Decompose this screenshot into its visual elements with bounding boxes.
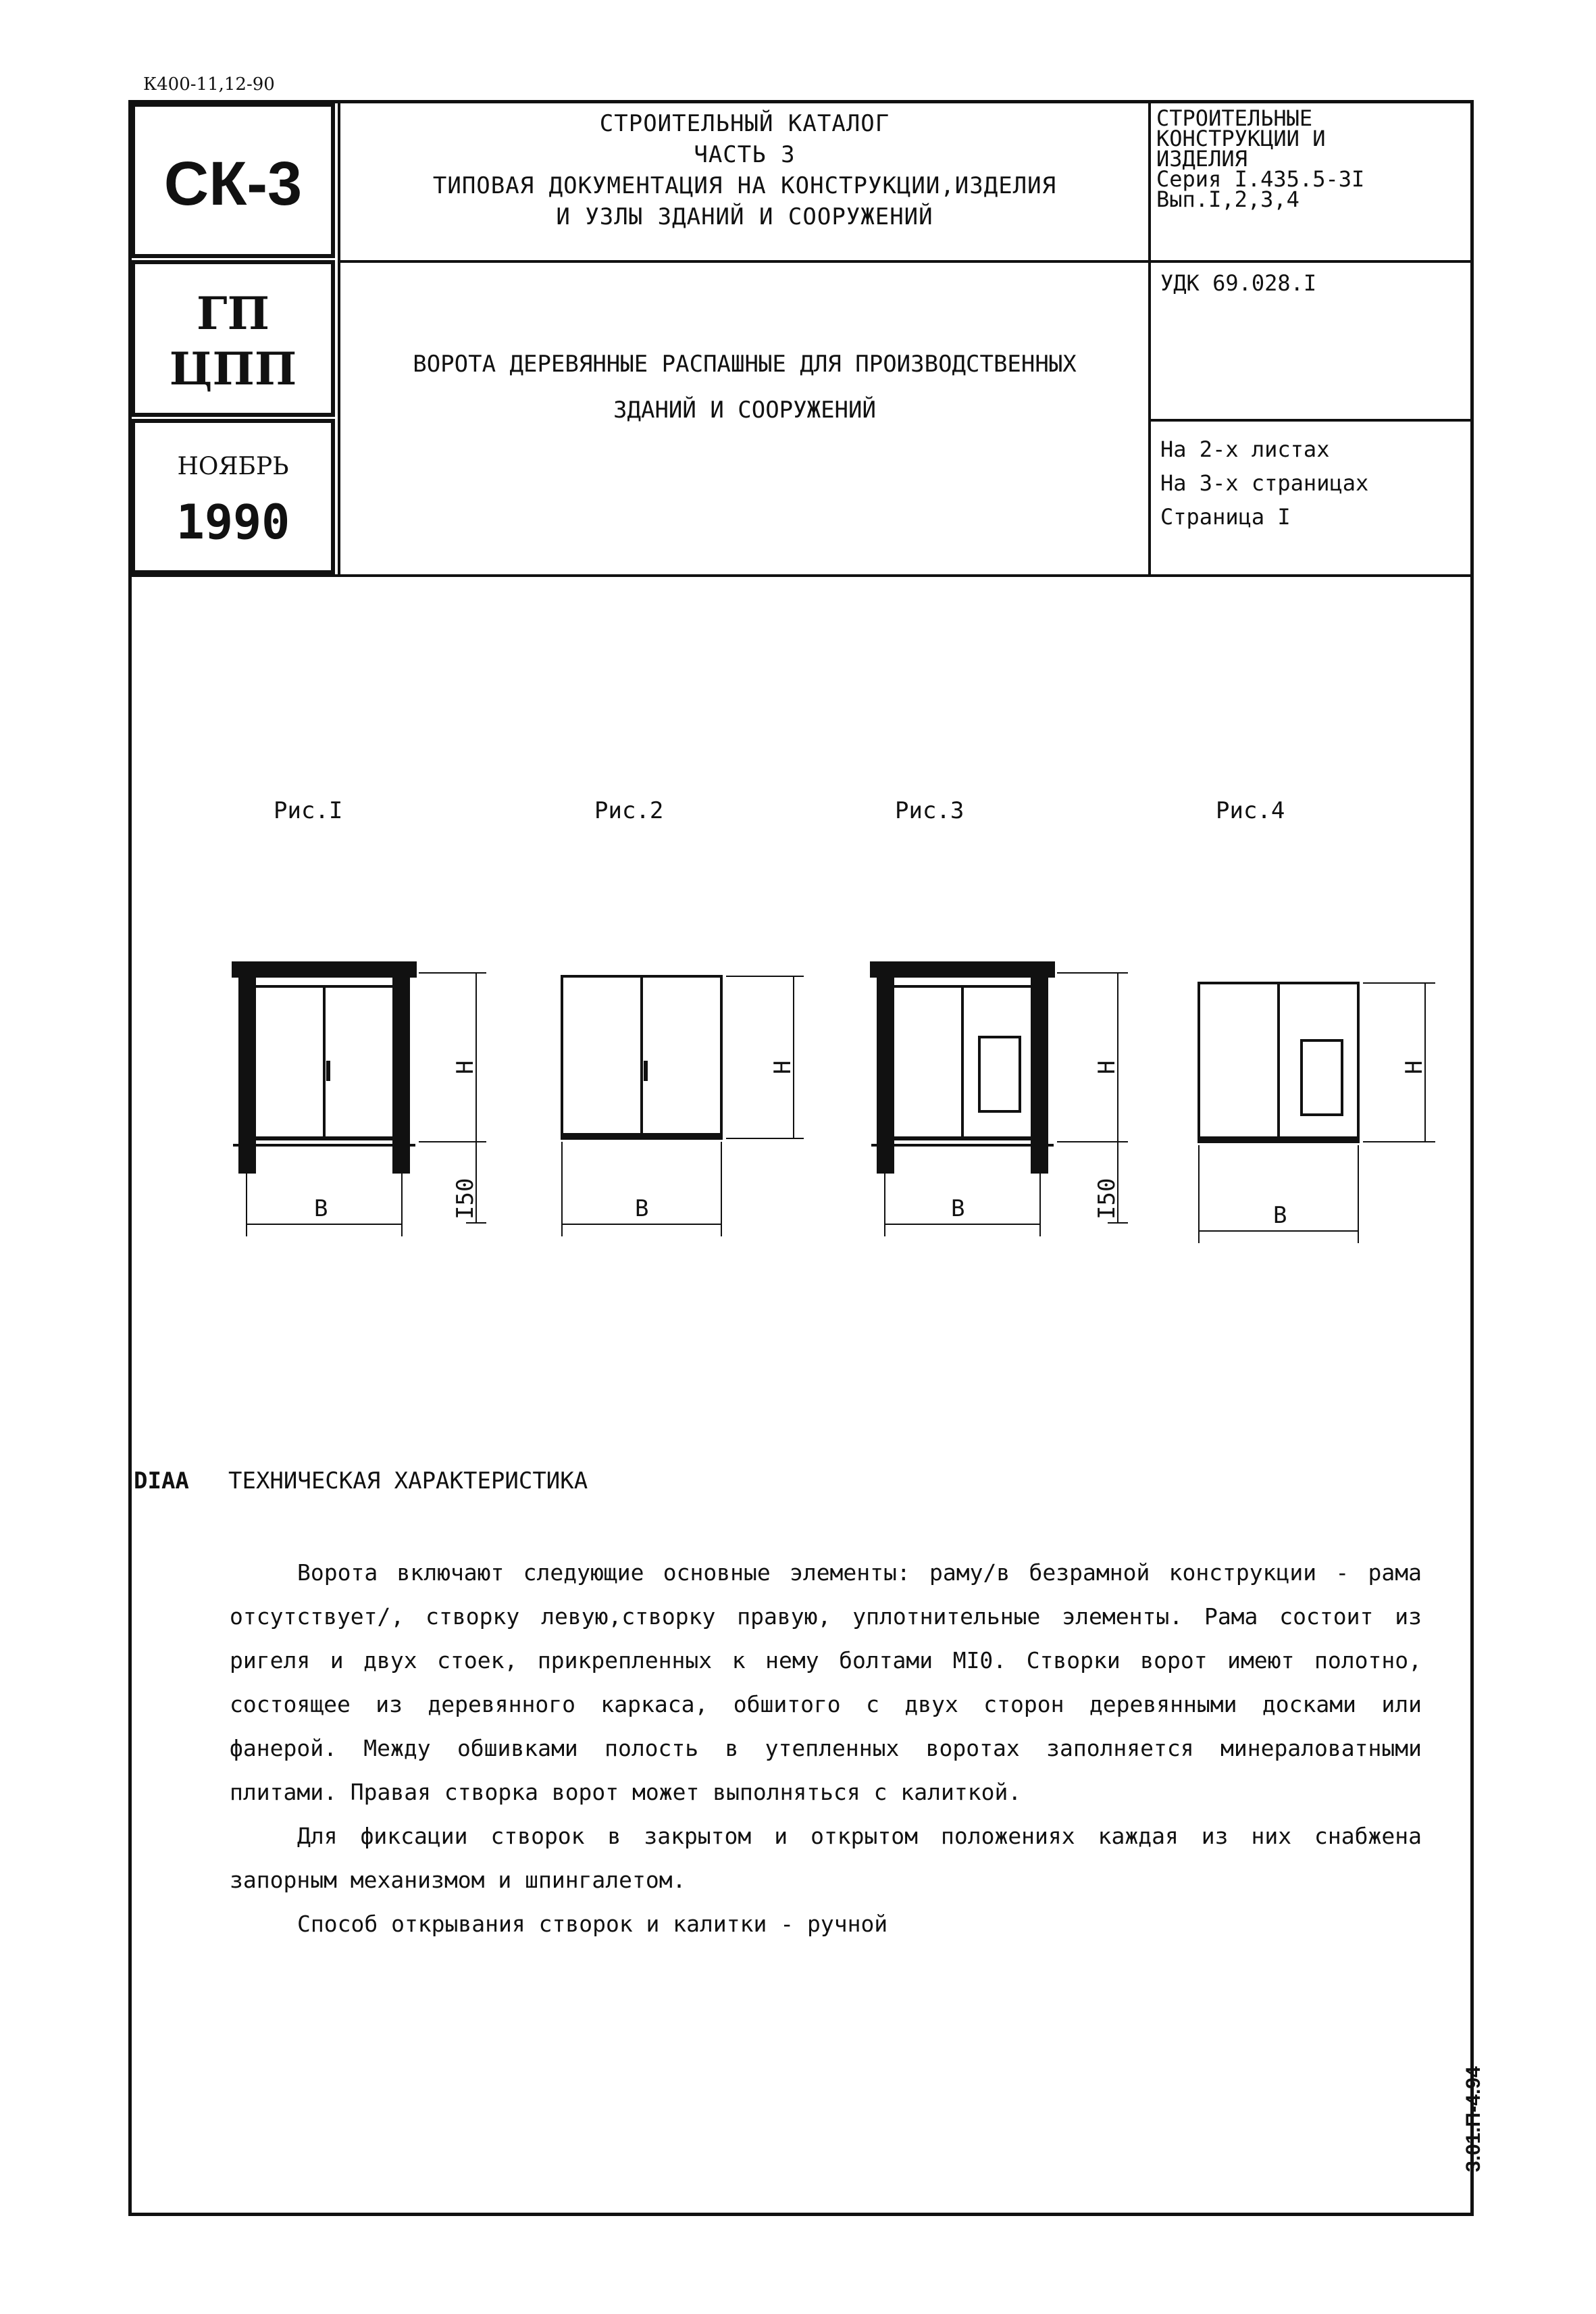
sheet-info-line-2: На 3-х страницах [1160, 470, 1369, 496]
org-line-1: ГП [197, 287, 269, 340]
catalog-header-line-1: СТРОИТЕЛЬНЫЙ КАТАЛОГ [599, 110, 890, 137]
catalog-code: СК-3 [163, 149, 303, 218]
fig3-height-label: H [1093, 1060, 1121, 1074]
figure-2-gate [562, 976, 804, 1236]
month: НОЯБРЬ [177, 453, 289, 480]
fig4-width-label: B [1273, 1202, 1287, 1229]
figure-label-2: Рис.2 [594, 797, 664, 824]
catalog-header-line-4: И УЗЛЫ ЗДАНИЙ И СООРУЖЕНИЙ [556, 203, 933, 230]
title-line-2: ЗДАНИЙ И СООРУЖЕНИЙ [613, 397, 876, 424]
fig1-150-label: I50 [452, 1178, 479, 1219]
figure-3-gate [871, 963, 1128, 1236]
series-line-1: СТРОИТЕЛЬНЫЕ [1156, 105, 1313, 131]
doc-code: К400-11,12-90 [143, 74, 275, 95]
paragraph-3: Способ открывания створок и калитки - ручной [297, 1911, 888, 1937]
series-line-3: ИЗДЕЛИЯ [1156, 146, 1247, 172]
fig2-height-label: H [769, 1060, 796, 1074]
figure-4-gate [1199, 983, 1435, 1243]
fig2-width-label: B [635, 1195, 649, 1222]
fig4-height-label: H [1401, 1060, 1428, 1074]
fig1-width-label: B [314, 1195, 328, 1222]
paragraph-2: Для фиксации створок в закрытом и открытом положениях каждая из них снабжена запорным механизмом и шпингалетом. [230, 1823, 1422, 1893]
series-line-5: Вып.I,2,3,4 [1156, 186, 1299, 212]
fig3-width-label: B [951, 1195, 965, 1222]
side-stamp: 3.01.П-4.94 [1462, 2066, 1485, 2172]
section-code: DIAA [134, 1467, 189, 1494]
series-line-4: Серия I.435.5-3I [1156, 166, 1365, 192]
fig1-height-label: H [452, 1060, 479, 1074]
figure-label-4: Рис.4 [1216, 797, 1285, 824]
catalog-header-line-3: ТИПОВАЯ ДОКУМЕНТАЦИЯ НА КОНСТРУКЦИИ,ИЗДЕЛИЯ [432, 172, 1057, 199]
figure-label-3: Рис.3 [895, 797, 964, 824]
figure-1-gate [233, 963, 486, 1236]
sheet-info-line-3: Страница I [1160, 504, 1291, 530]
sheet-info-line-1: На 2-х листах [1160, 436, 1330, 462]
paragraph-1: Ворота включают следующие основные элементы: раму/в безрамной конструкции - рама отсутствует/, створку левую,створку правую, уплотнительные элементы. Рама состоит из ригеля и двух стоек, прикрепленных к нему болтами МI0. Створки ворот имеют полотно, состоящее из деревянного каркаса, обшитого с двух сторон деревянными досками или фанерой. Между обшивками полость в утепленных воротах заполняется минераловатными плитами. Правая створка ворот может выполняться с калиткой. [230, 1559, 1422, 1805]
fig3-150-label: I50 [1093, 1178, 1121, 1219]
series-line-2: КОНСТРУКЦИИ И [1156, 126, 1326, 151]
figure-label-1: Рис.I [274, 797, 343, 824]
year: 1990 [176, 495, 290, 550]
title-line-1: ВОРОТА ДЕРЕВЯННЫЕ РАСПАШНЫЕ ДЛЯ ПРОИЗВОДСТВЕННЫХ [413, 351, 1077, 378]
section-title: ТЕХНИЧЕСКАЯ ХАРАКТЕРИСТИКА [228, 1467, 588, 1494]
org-line-2: ЦПП [169, 343, 297, 395]
udk: УДК 69.028.I [1160, 270, 1317, 296]
catalog-header-line-2: ЧАСТЬ 3 [694, 141, 796, 168]
